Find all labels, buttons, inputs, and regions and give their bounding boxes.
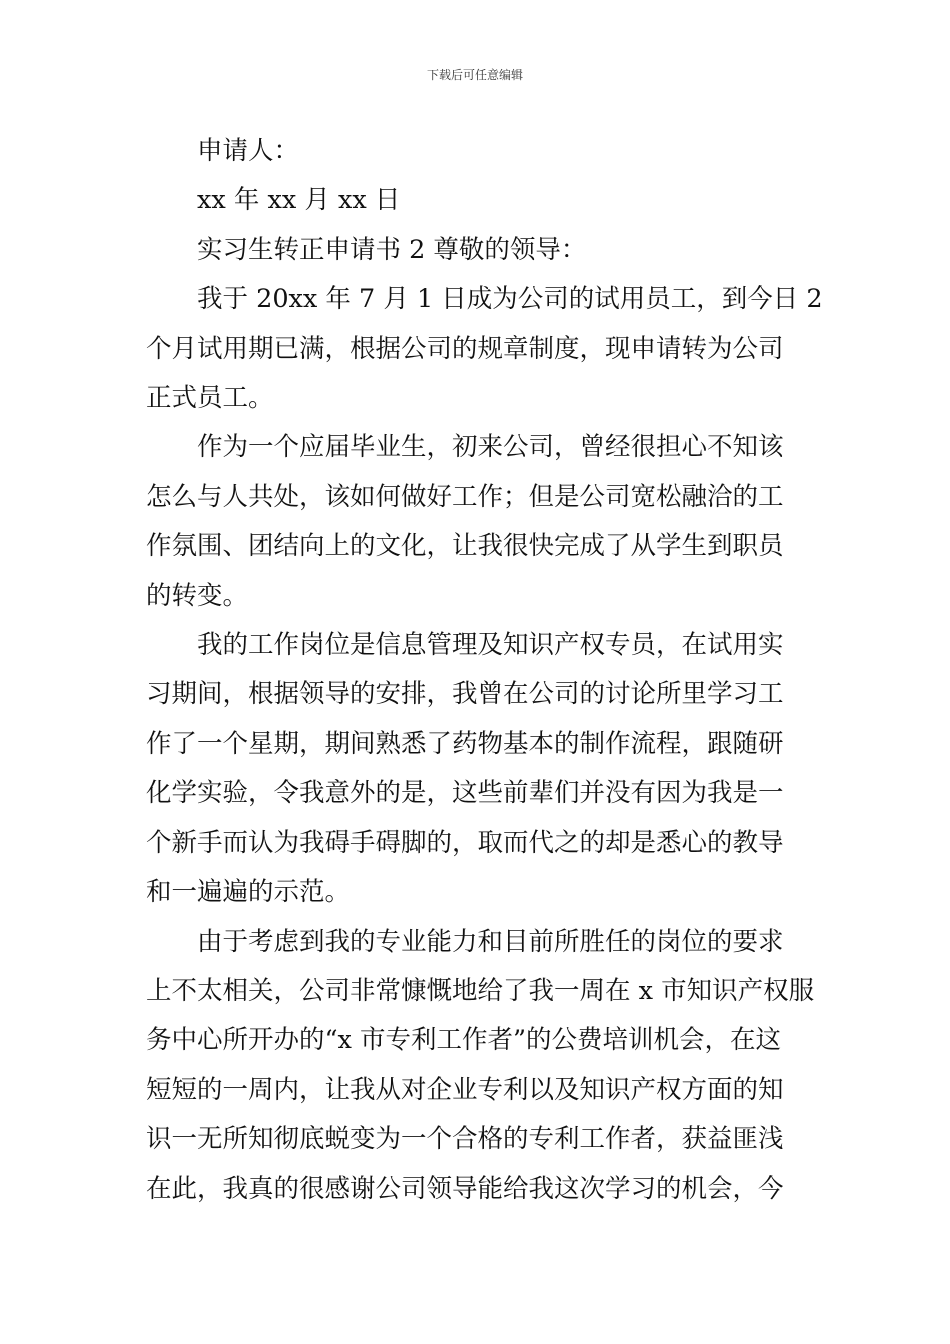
paragraph-line: 怎么与人共处，该如何做好工作；但是公司宽松融洽的工 — [146, 481, 784, 512]
paragraph-line: 短短的一周内，让我从对企业专利以及知识产权方面的知 — [146, 1074, 784, 1105]
paragraph-line: 作为一个应届毕业生，初来公司，曾经很担心不知该 — [197, 432, 784, 463]
paragraph-line: 化学实验，令我意外的是，这些前辈们并没有因为我是一 — [146, 778, 784, 809]
paragraph-line: 上不太相关，公司非常慷慨地给了我一周在 x 市知识产权服 — [146, 975, 815, 1006]
paragraph-line: 习期间，根据领导的安排，我曾在公司的讨论所里学习工 — [146, 679, 784, 710]
paragraph-line: 和一遍遍的示范。 — [146, 877, 351, 908]
paragraph-line: 我的工作岗位是信息管理及知识产权专员，在试用实 — [197, 630, 784, 661]
date-line: xx 年 xx 月 xx 日 — [197, 185, 401, 216]
salutation-line: 实习生转正申请书 2 尊敬的领导： — [197, 234, 587, 265]
paragraph-line: 作了一个星期，期间熟悉了药物基本的制作流程，跟随研 — [146, 728, 784, 759]
paragraph-line: 由于考虑到我的专业能力和目前所胜任的岗位的要求 — [197, 926, 784, 957]
paragraph-line: 务中心所开办的“x 市专利工作者”的公费培训机会，在这 — [146, 1025, 782, 1056]
page-header: 下载后可任意编辑 — [426, 68, 523, 82]
document-body — [146, 127, 823, 1214]
paragraph-line: 的转变。 — [146, 580, 249, 611]
paragraph-line: 我于 20xx 年 7 月 1 日成为公司的试用员工，到今日 2 — [197, 284, 823, 315]
paragraph-line: 识一无所知彻底蜕变为一个合格的专利工作者，获益匪浅 — [146, 1124, 784, 1155]
paragraph-line: 个月试用期已满，根据公司的规章制度，现申请转为公司 — [146, 333, 784, 364]
paragraph-line: 个新手而认为我碍手碍脚的，取而代之的却是悉心的教导 — [146, 827, 784, 858]
paragraph-line: 作氛围、团结向上的文化，让我很快完成了从学生到职员 — [146, 531, 784, 562]
applicant-line: 申请人： — [197, 136, 300, 166]
paragraph-line: 正式员工。 — [146, 383, 274, 414]
paragraph-line: 在此，我真的很感谢公司领导能给我这次学习的机会，今 — [146, 1173, 784, 1204]
